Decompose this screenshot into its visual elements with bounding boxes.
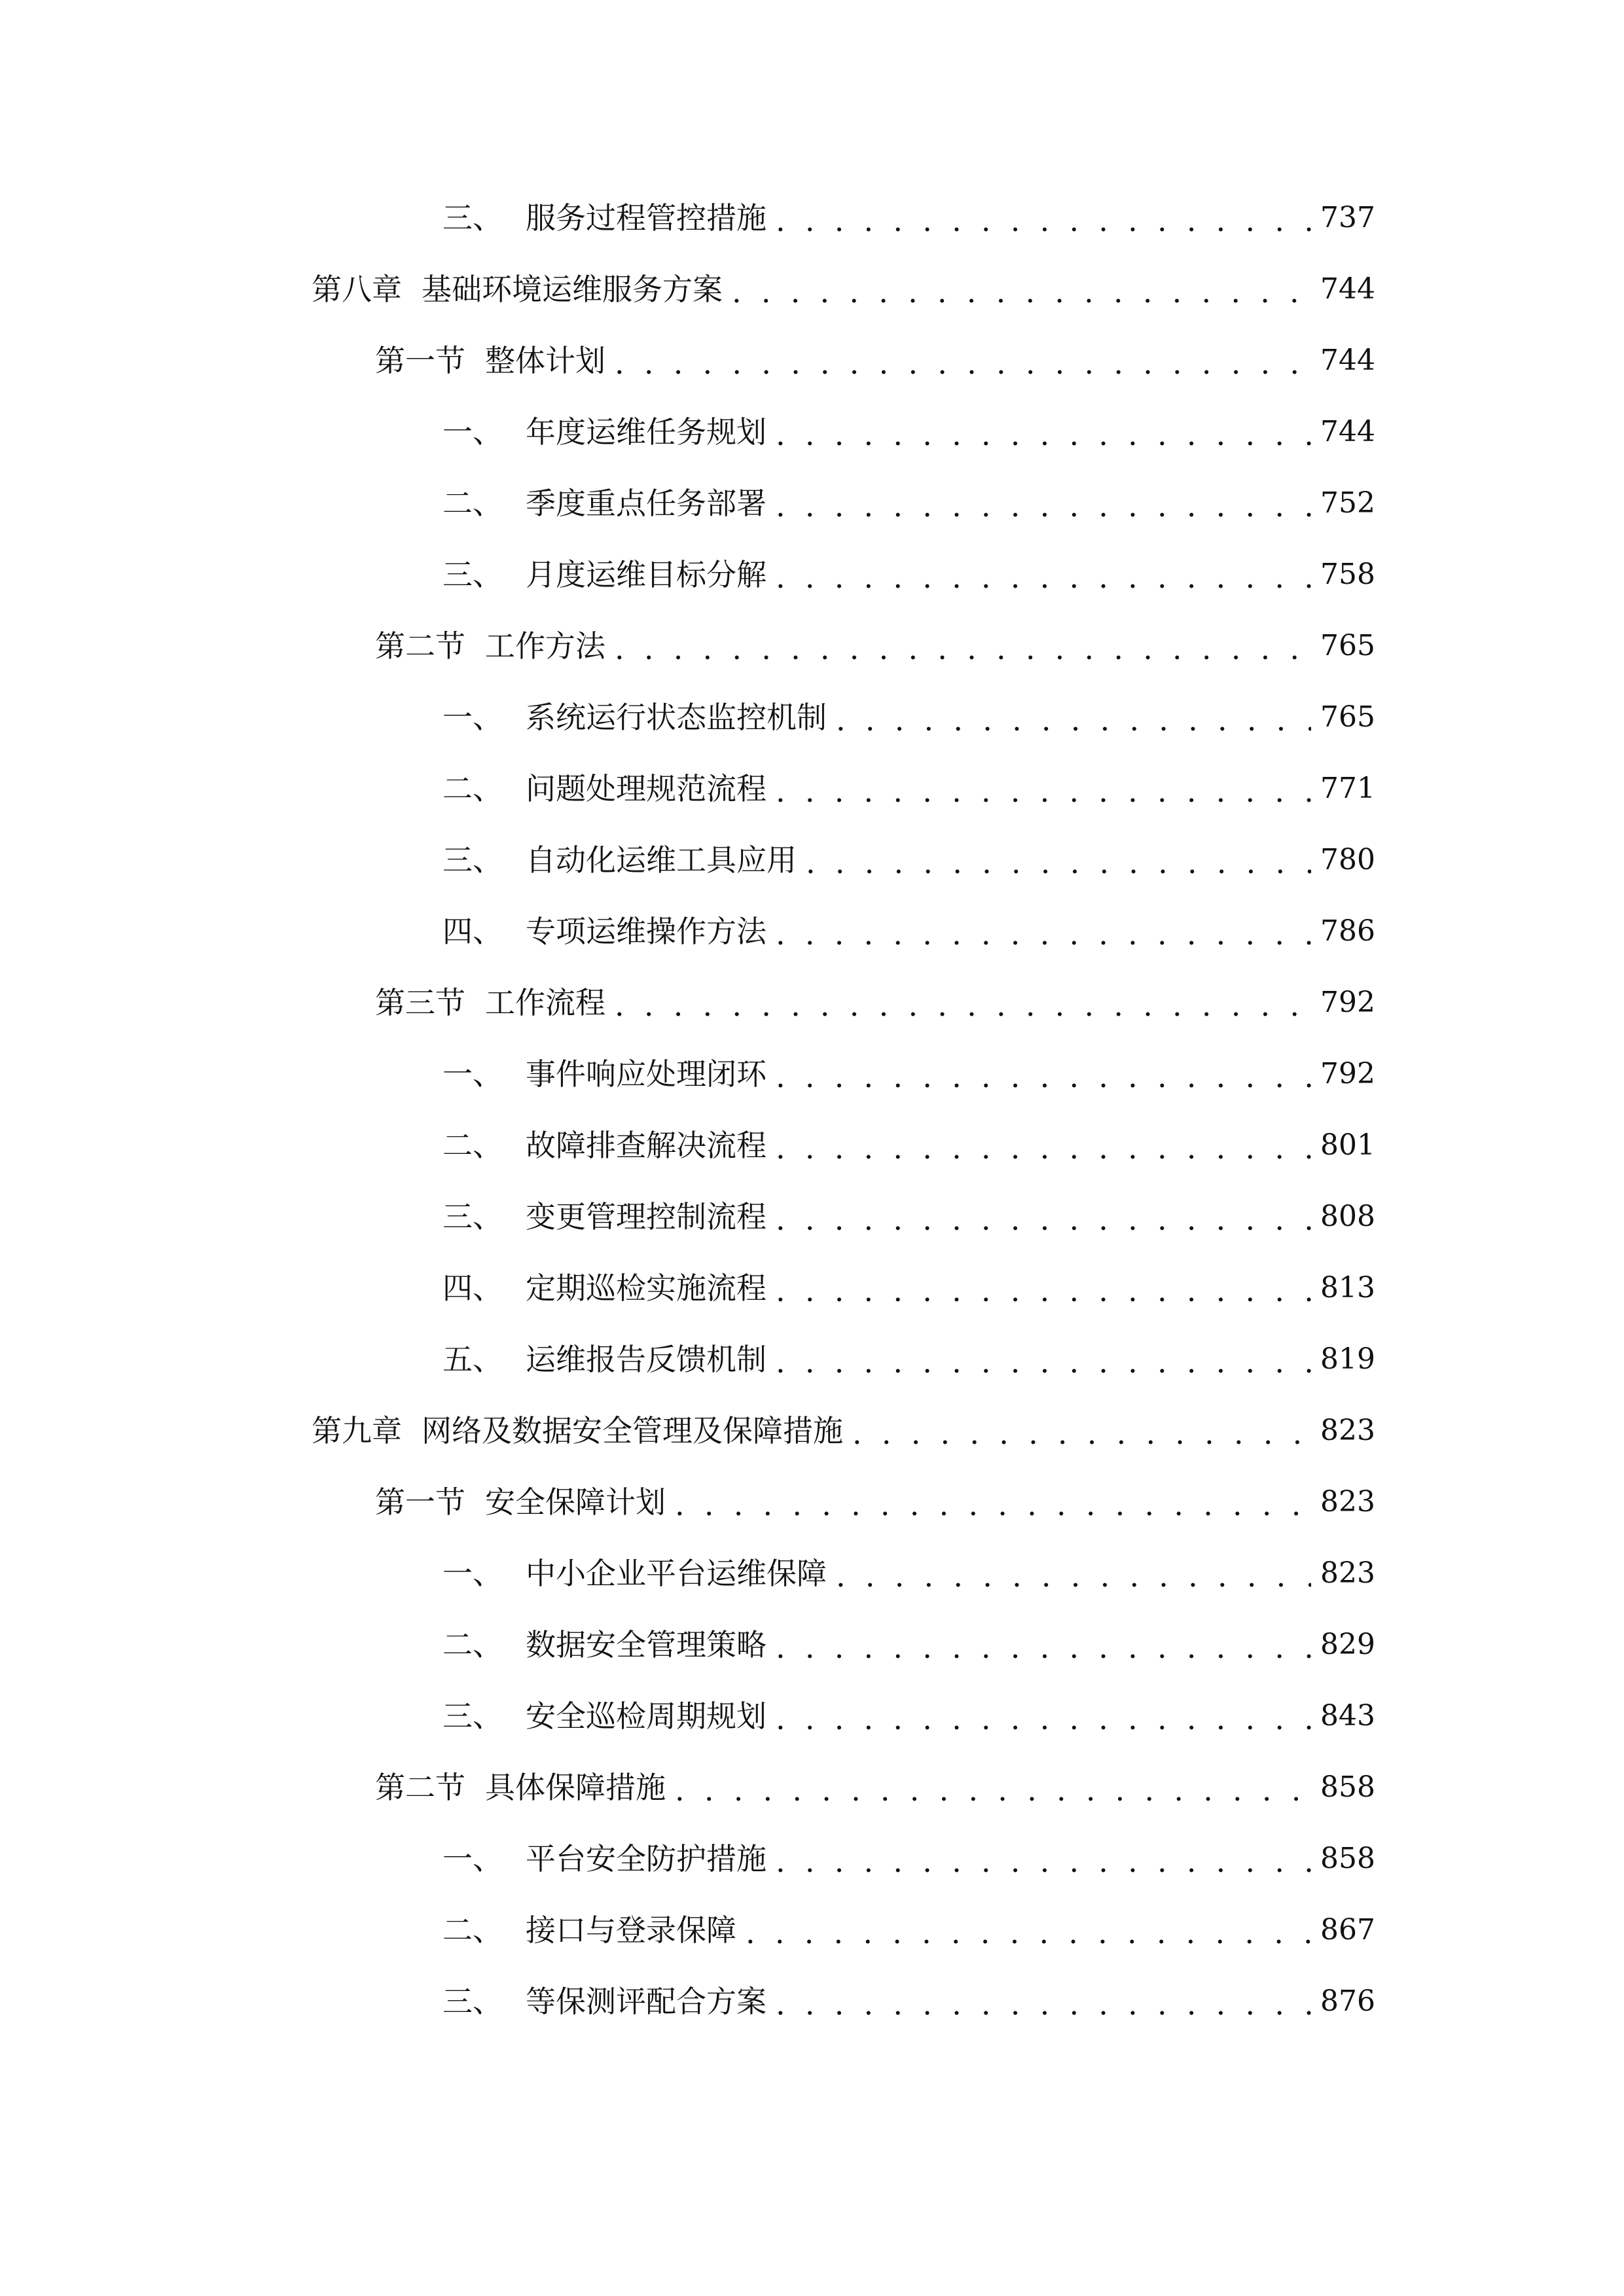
toc-entry-title: 系统运行状态监控机制 (526, 700, 827, 735)
toc-entry[interactable] (442, 548, 1375, 601)
toc-entry-prefix: 第二节 (375, 628, 465, 664)
toc-entry-page: 792 (1320, 1057, 1375, 1090)
toc-entry-prefix: 三、 (442, 1984, 503, 2019)
toc-entry-title: 等保测评配合方案 (526, 1984, 767, 2019)
dot-leader (776, 206, 1311, 236)
toc-entry-page: 771 (1320, 772, 1375, 805)
toc-entry-title: 基础环境运维服务方案 (422, 272, 723, 307)
toc-entry-title: 故障排查解决流程 (526, 1128, 767, 1163)
toc-entry-title: 年度运维任务规划 (526, 414, 767, 450)
toc-entry-prefix: 第九章 (312, 1413, 402, 1448)
dot-leader (776, 1632, 1311, 1662)
toc-entry[interactable] (375, 620, 1375, 672)
toc-entry-title: 工作方法 (485, 628, 605, 664)
toc-entry[interactable] (375, 1476, 1375, 1528)
toc-entry[interactable] (442, 1833, 1375, 1885)
toc-entry-prefix: 一、 (442, 1841, 503, 1876)
toc-entry-prefix: 三、 (442, 842, 503, 878)
toc-entry-page: 765 (1320, 629, 1375, 662)
dot-leader (836, 1561, 1311, 1591)
toc-entry[interactable] (375, 1761, 1375, 1814)
toc-entry-title: 中小企业平台运维保障 (526, 1556, 827, 1591)
toc-entry-page: 843 (1320, 1699, 1375, 1732)
toc-entry[interactable] (442, 1975, 1375, 2028)
toc-entry-title: 整体计划 (485, 343, 605, 378)
toc-entry-prefix: 二、 (442, 1128, 503, 1163)
dot-leader (776, 1276, 1311, 1306)
dot-leader (746, 1918, 1311, 1948)
toc-entry-page: 876 (1320, 1984, 1375, 2018)
toc-entry[interactable] (312, 263, 1375, 315)
toc-entry-prefix: 第一节 (375, 343, 465, 378)
toc-entry-page: 823 (1320, 1556, 1375, 1590)
dot-leader (675, 1775, 1311, 1805)
toc-entry-prefix: 五、 (442, 1342, 503, 1377)
toc-entry-prefix: 第二节 (375, 1770, 465, 1805)
toc-entry[interactable] (442, 834, 1375, 886)
toc-entry-prefix: 二、 (442, 486, 503, 521)
dot-leader (675, 1490, 1311, 1520)
toc-entry-prefix: 一、 (442, 1556, 503, 1591)
toc-entry-prefix: 三、 (442, 200, 503, 236)
toc-entry-page: 813 (1320, 1271, 1375, 1304)
toc-entry-prefix: 二、 (442, 1912, 503, 1948)
toc-entry-title: 月度运维目标分解 (526, 557, 767, 592)
toc-entry-title: 网络及数据安全管理及保障措施 (422, 1413, 843, 1448)
toc-entry-title: 变更管理控制流程 (526, 1199, 767, 1234)
toc-entry-prefix: 一、 (442, 414, 503, 450)
toc-entry-title: 平台安全防护措施 (526, 1841, 767, 1876)
toc-entry[interactable] (375, 334, 1375, 387)
dot-leader (776, 1204, 1311, 1234)
dot-leader (615, 348, 1311, 378)
toc-entry-prefix: 二、 (442, 771, 503, 806)
toc-entry[interactable] (442, 406, 1375, 458)
toc-entry-prefix: 一、 (442, 700, 503, 735)
toc-entry-title: 安全保障计划 (485, 1484, 666, 1520)
toc-entry-page: 808 (1320, 1200, 1375, 1233)
dot-leader (776, 1347, 1311, 1377)
toc-entry[interactable] (442, 1690, 1375, 1742)
dot-leader (836, 705, 1311, 735)
toc-entry[interactable] (442, 1547, 1375, 1600)
dot-leader (776, 1989, 1311, 2019)
toc-entry-page: 758 (1320, 558, 1375, 591)
toc-entry-title: 工作流程 (485, 985, 605, 1020)
toc-entry[interactable] (312, 1405, 1375, 1457)
toc-entry-page: 792 (1320, 986, 1375, 1019)
toc-entry-prefix: 第一节 (375, 1484, 465, 1520)
dot-leader (776, 1846, 1311, 1876)
dot-leader (776, 491, 1311, 521)
toc-entry-prefix: 第三节 (375, 985, 465, 1020)
dot-leader (615, 634, 1311, 664)
toc-entry-prefix: 四、 (442, 1270, 503, 1306)
toc-entry-page: 823 (1320, 1485, 1375, 1518)
toc-entry-title: 服务过程管控措施 (526, 200, 767, 236)
toc-entry-page: 858 (1320, 1770, 1375, 1804)
toc-entry-title: 问题处理规范流程 (526, 771, 767, 806)
toc-entry[interactable] (442, 1119, 1375, 1172)
dot-leader (776, 1062, 1311, 1092)
toc-entry[interactable] (375, 977, 1375, 1029)
toc-entry-title: 事件响应处理闭环 (526, 1056, 767, 1092)
toc-entry[interactable] (442, 1904, 1375, 1956)
toc-entry-prefix: 一、 (442, 1056, 503, 1092)
toc-entry-title: 接口与登录保障 (526, 1912, 736, 1948)
toc-entry-page: 801 (1320, 1128, 1375, 1162)
toc-entry-page: 737 (1320, 201, 1375, 234)
toc-entry[interactable] (442, 905, 1375, 958)
dot-leader (776, 420, 1311, 450)
toc-entry[interactable] (442, 691, 1375, 744)
toc-entry-page: 786 (1320, 914, 1375, 948)
dot-leader (806, 848, 1311, 878)
toc-entry[interactable] (442, 192, 1375, 244)
toc-entry-page: 744 (1320, 415, 1375, 448)
toc-entry-page: 752 (1320, 486, 1375, 520)
toc-entry-prefix: 三、 (442, 1199, 503, 1234)
toc-entry-prefix: 三、 (442, 557, 503, 592)
dot-leader (615, 990, 1311, 1020)
toc-entry[interactable] (442, 1619, 1375, 1671)
toc-entry[interactable] (442, 477, 1375, 529)
dot-leader (776, 562, 1311, 592)
toc-entry[interactable] (442, 1048, 1375, 1100)
toc-entry-title: 运维报告反馈机制 (526, 1342, 767, 1377)
dot-leader (776, 1133, 1311, 1163)
toc-entry-title: 定期巡检实施流程 (526, 1270, 767, 1306)
toc-entry-page: 858 (1320, 1842, 1375, 1875)
toc-entry[interactable] (442, 1191, 1375, 1243)
toc-entry-prefix: 四、 (442, 914, 503, 949)
toc-entry-prefix: 第八章 (312, 272, 402, 307)
toc-entry-title: 季度重点任务部署 (526, 486, 767, 521)
dot-leader (852, 1418, 1311, 1448)
toc-entry-page: 765 (1320, 700, 1375, 734)
toc-entry-page: 819 (1320, 1342, 1375, 1376)
toc-entry-title: 自动化运维工具应用 (526, 842, 797, 878)
toc-entry-prefix: 三、 (442, 1698, 503, 1734)
dot-leader (776, 919, 1311, 949)
toc-entry[interactable] (442, 1262, 1375, 1314)
toc-entry[interactable] (442, 762, 1375, 815)
dot-leader (776, 1704, 1311, 1734)
toc-entry-page: 829 (1320, 1628, 1375, 1661)
toc-entry-page: 744 (1320, 272, 1375, 306)
toc-entry-title: 安全巡检周期规划 (526, 1698, 767, 1734)
dot-leader (776, 776, 1311, 806)
toc-entry-title: 专项运维操作方法 (526, 914, 767, 949)
toc-entry[interactable] (442, 1333, 1375, 1386)
toc-entry-page: 867 (1320, 1913, 1375, 1946)
toc-entry-page: 780 (1320, 843, 1375, 876)
toc-entry-page: 823 (1320, 1414, 1375, 1447)
toc-entry-prefix: 二、 (442, 1627, 503, 1662)
toc-entry-title: 具体保障措施 (485, 1770, 666, 1805)
dot-leader (732, 277, 1311, 307)
toc-entry-title: 数据安全管理策略 (526, 1627, 767, 1662)
toc-entry-page: 744 (1320, 344, 1375, 377)
